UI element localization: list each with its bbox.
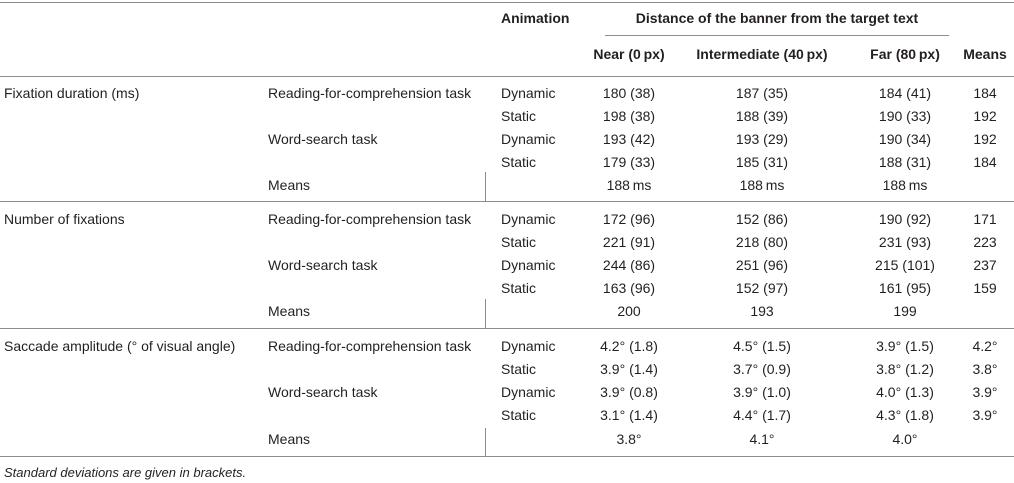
header-animation: Animation [501, 10, 570, 26]
section-rule-2 [0, 328, 1014, 329]
means-far-cell: 199 [893, 303, 917, 319]
near-cell: 4.2° (1.8) [600, 338, 658, 354]
mean-cell: 223 [973, 234, 997, 250]
mean-cell: 171 [973, 211, 997, 227]
task-label: Word-search task [268, 131, 378, 147]
table-bottom-rule [0, 456, 1014, 457]
mean-cell: 237 [973, 257, 997, 273]
header-near: Near (0 px) [593, 46, 665, 62]
means-near-cell: 200 [617, 303, 641, 319]
intermediate-cell: 193 (29) [735, 131, 789, 147]
means-intermediate-cell: 193 [750, 303, 774, 319]
far-cell: 188 (31) [878, 154, 932, 170]
mean-cell: 3.8° [972, 361, 998, 377]
far-cell: 3.9° (1.5) [876, 338, 934, 354]
section-rule-1 [0, 201, 1014, 202]
mean-cell: 159 [973, 280, 997, 296]
far-cell: 190 (92) [878, 211, 932, 227]
near-cell: 163 (96) [602, 280, 656, 296]
header-means: Means [963, 46, 1007, 62]
task-label: Word-search task [268, 384, 378, 400]
near-cell: 221 (91) [602, 234, 656, 250]
animation-cell: Dynamic [501, 211, 556, 227]
far-cell: 190 (34) [878, 131, 932, 147]
means-intermediate-cell: 4.1° [749, 431, 775, 447]
measure-label: Fixation duration (ms) [4, 85, 140, 101]
means-row-label: Means [268, 303, 311, 319]
near-cell: 3.9° (1.4) [600, 361, 658, 377]
near-cell: 193 (42) [602, 131, 656, 147]
far-cell: 3.8° (1.2) [876, 361, 934, 377]
near-cell: 3.9° (0.8) [600, 384, 658, 400]
means-intermediate-cell: 188 ms [739, 177, 785, 193]
near-cell: 244 (86) [602, 257, 656, 273]
intermediate-cell: 187 (35) [735, 85, 789, 101]
means-near-cell: 188 ms [606, 177, 652, 193]
task-label: Word-search task [268, 257, 378, 273]
measure-label: Saccade amplitude (° of visual angle) [4, 338, 236, 354]
intermediate-cell: 152 (97) [735, 280, 789, 296]
near-cell: 180 (38) [602, 85, 656, 101]
mean-cell: 4.2° [972, 338, 998, 354]
intermediate-cell: 3.9° (1.0) [733, 384, 791, 400]
intermediate-cell: 152 (86) [735, 211, 789, 227]
near-cell: 3.1° (1.4) [600, 407, 658, 423]
animation-cell: Static [501, 361, 537, 377]
task-label: Reading-for-comprehension task [268, 338, 472, 354]
means-separator-3 [485, 428, 486, 456]
distance-group-underline [605, 35, 949, 36]
table-top-rule [0, 2, 1014, 3]
near-cell: 172 (96) [602, 211, 656, 227]
means-row-label: Means [268, 177, 311, 193]
table-footnote: Standard deviations are given in brackets. [4, 465, 247, 480]
intermediate-cell: 4.4° (1.7) [733, 407, 791, 423]
intermediate-cell: 188 (39) [735, 108, 789, 124]
mean-cell: 3.9° [972, 384, 998, 400]
far-cell: 231 (93) [878, 234, 932, 250]
far-cell: 4.3° (1.8) [876, 407, 934, 423]
header-distance-group: Distance of the banner from the target text [635, 10, 919, 26]
animation-cell: Static [501, 234, 537, 250]
animation-cell: Dynamic [501, 131, 556, 147]
header-far: Far (80 px) [870, 46, 940, 62]
means-separator-1 [485, 172, 486, 201]
near-cell: 198 (38) [602, 108, 656, 124]
animation-cell: Dynamic [501, 257, 556, 273]
means-far-cell: 188 ms [882, 177, 928, 193]
means-separator-2 [485, 299, 486, 328]
intermediate-cell: 4.5° (1.5) [733, 338, 791, 354]
animation-cell: Static [501, 154, 537, 170]
means-far-cell: 4.0° [892, 431, 918, 447]
animation-cell: Static [501, 280, 537, 296]
intermediate-cell: 185 (31) [735, 154, 789, 170]
far-cell: 184 (41) [878, 85, 932, 101]
near-cell: 179 (33) [602, 154, 656, 170]
mean-cell: 3.9° [972, 407, 998, 423]
task-label: Reading-for-comprehension task [268, 85, 472, 101]
animation-cell: Dynamic [501, 85, 556, 101]
far-cell: 161 (95) [878, 280, 932, 296]
intermediate-cell: 218 (80) [735, 234, 789, 250]
means-row-label: Means [268, 431, 311, 447]
far-cell: 190 (33) [878, 108, 932, 124]
means-near-cell: 3.8° [616, 431, 642, 447]
mean-cell: 184 [973, 85, 997, 101]
header-intermediate: Intermediate (40 px) [696, 46, 828, 62]
task-label: Reading-for-comprehension task [268, 211, 472, 227]
measure-label: Number of fixations [4, 211, 125, 227]
mean-cell: 184 [973, 154, 997, 170]
mean-cell: 192 [973, 131, 997, 147]
animation-cell: Static [501, 407, 537, 423]
intermediate-cell: 3.7° (0.9) [733, 361, 791, 377]
far-cell: 215 (101) [875, 257, 935, 273]
animation-cell: Static [501, 108, 537, 124]
animation-cell: Dynamic [501, 338, 556, 354]
mean-cell: 192 [973, 108, 997, 124]
animation-cell: Dynamic [501, 384, 556, 400]
header-bottom-rule [0, 76, 1014, 77]
far-cell: 4.0° (1.3) [876, 384, 934, 400]
intermediate-cell: 251 (96) [735, 257, 789, 273]
